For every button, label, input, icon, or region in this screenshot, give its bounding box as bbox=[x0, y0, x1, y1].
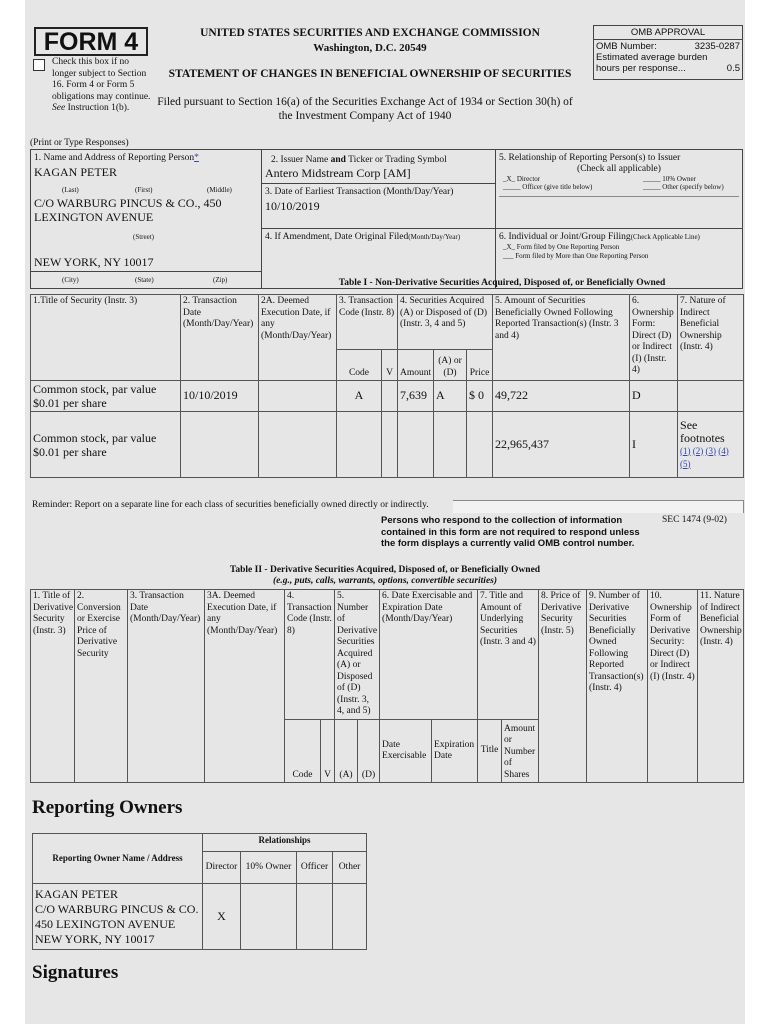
t1-header-date: 2. Transaction Date (Month/Day/Year) bbox=[181, 295, 259, 381]
signatures-heading: Signatures bbox=[32, 962, 119, 983]
t1-sub-code: Code bbox=[337, 350, 382, 381]
footnote-4-link[interactable]: (4) bbox=[718, 445, 729, 456]
sec-form-code: SEC 1474 (9-02) bbox=[662, 515, 727, 525]
t1-header-title: 1.Title of Security (Instr. 3) bbox=[31, 295, 181, 381]
t2-header-code: 4. Transaction Code (Instr. 8) bbox=[285, 590, 335, 720]
box2-label: 2. Issuer Name and Ticker or Trading Symbol bbox=[271, 155, 447, 165]
nature-cell: See footnotes (1) (2) (3) (4) (5) bbox=[678, 412, 744, 478]
table-row bbox=[33, 884, 367, 950]
footnote-1-link[interactable]: (1) bbox=[680, 445, 691, 456]
t2-header-title: 1. Title of Derivative Security (Instr. 3) bbox=[31, 590, 75, 783]
agency-location: Washington, D.C. 20549 bbox=[313, 42, 427, 54]
reporting-owners-table bbox=[32, 833, 367, 950]
t2-header-form: 10. Ownership Form of Derivative Security: Direct (D) or Indirect (I) (Instr. 4) bbox=[648, 590, 698, 783]
t1-header-nature: 7. Nature of Indirect Beneficial Ownership (Instr. 4) bbox=[678, 295, 744, 381]
zip-label: (Zip) bbox=[213, 276, 228, 284]
officer-header: Officer bbox=[297, 852, 333, 884]
t2-sub-expiration: Expiration Date bbox=[432, 720, 478, 783]
t2-sub-code: Code bbox=[285, 720, 321, 783]
table-row: Common stock, par value $0.01 per share 10/10/2019 A 7,639 A $ 0 49,722 D bbox=[31, 381, 744, 412]
print-type-note: (Print or Type Responses) bbox=[30, 138, 129, 148]
t2-sub-amount: Amount or Number of Shares bbox=[502, 720, 539, 783]
city-label: (City) bbox=[62, 276, 79, 284]
director-mark: X bbox=[203, 884, 241, 950]
reporting-person-name: KAGAN PETER bbox=[34, 165, 117, 179]
first-label: (First) bbox=[135, 186, 153, 194]
t1-sub-price: Price bbox=[467, 350, 493, 381]
t2-header-date: 3. Transaction Date (Month/Day/Year) bbox=[128, 590, 205, 783]
t2-sub-title: Title bbox=[478, 720, 502, 783]
officer-option: _____ Officer (give title below) bbox=[503, 183, 593, 191]
t1-sub-amount: Amount bbox=[398, 350, 434, 381]
t1-header-code: 3. Transaction Code (Instr. 8) bbox=[337, 295, 398, 350]
omb-approval-box bbox=[593, 25, 743, 80]
box5-sub: (Check all applicable) bbox=[577, 164, 661, 174]
filed-pursuant-line2: the Investment Company Act of 1940 bbox=[278, 110, 452, 122]
ten-pct-owner-option: _____ 10% Owner bbox=[643, 175, 696, 183]
t2-header-nature: 11. Nature of Indirect Beneficial Ownership (Instr. 4) bbox=[698, 590, 744, 783]
table2-subtitle: (e.g., puts, calls, warrants, options, convertible securities) bbox=[272, 576, 498, 586]
street-label: (Street) bbox=[133, 233, 154, 241]
t2-header-price: 8. Price of Derivative Security (Instr. 5) bbox=[539, 590, 587, 783]
issuer-name: Antero Midstream Corp [AM] bbox=[265, 166, 411, 180]
address-line2: LEXINGTON AVENUE bbox=[34, 210, 154, 224]
earliest-transaction-date: 10/10/2019 bbox=[265, 199, 320, 213]
form-title: FORM 4 bbox=[34, 27, 148, 56]
t1-header-owned: 5. Amount of Securities Beneficially Owned Following Reported Transaction(s) (Instr. 3 and 4) bbox=[493, 295, 630, 381]
table1-title: Table I - Non-Derivative Securities Acquired, Disposed of, or Beneficially Owned bbox=[338, 278, 666, 288]
middle-label: (Middle) bbox=[207, 186, 232, 194]
table-row: Common stock, par value $0.01 per share 22,965,437 I See footnotes (1) (2) (3) (4) (5) bbox=[31, 412, 744, 478]
table2-derivative bbox=[30, 589, 744, 783]
state-label: (State) bbox=[135, 276, 154, 284]
t1-header-acquired: 4. Securities Acquired (A) or Disposed of (D) (Instr. 3, 4 and 5) bbox=[398, 295, 493, 350]
filing-option-one: _X_ Form filed by One Reporting Person bbox=[503, 243, 620, 251]
t2-sub-d: (D) bbox=[358, 720, 380, 783]
table2-title: Table II - Derivative Securities Acquired, Disposed of, or Beneficially Owned bbox=[229, 565, 541, 575]
persons-notice: Persons who respond to the collection of information contained in this form are not required to respond unless the form displays a currently valid OMB control number. bbox=[381, 515, 640, 549]
asterisk-link[interactable]: * bbox=[194, 153, 199, 163]
t1-header-form: 6. Ownership Form: Direct (D) or Indirect (I) (Instr. 4) bbox=[630, 295, 678, 381]
no-longer-subject-checkbox[interactable] bbox=[33, 59, 45, 71]
omb-title: OMB APPROVAL bbox=[594, 26, 742, 40]
t1-sub-aord: (A) or (D) bbox=[434, 350, 467, 381]
t2-header-conversion: 2. Conversion or Exercise Price of Derivative Security bbox=[75, 590, 128, 783]
form-page bbox=[25, 0, 745, 1024]
box1-label: 1. Name and Address of Reporting Person* bbox=[34, 153, 199, 163]
last-label: (Last) bbox=[62, 186, 79, 194]
city-state-zip: NEW YORK, NY 10017 bbox=[34, 255, 154, 269]
agency-name: UNITED STATES SECURITIES AND EXCHANGE COMMISSION bbox=[200, 27, 540, 39]
t2-sub-a: (A) bbox=[335, 720, 358, 783]
box5-label: 5. Relationship of Reporting Person(s) to Issuer bbox=[499, 153, 681, 163]
statement-title: STATEMENT OF CHANGES IN BENEFICIAL OWNERSHIP OF SECURITIES bbox=[168, 68, 572, 80]
t2-header-deemed: 3A. Deemed Execution Date, if any (Month/Day/Year) bbox=[205, 590, 285, 783]
director-header: Director bbox=[203, 852, 241, 884]
footnote-5-link[interactable]: (5) bbox=[680, 458, 691, 469]
filed-pursuant-line1: Filed pursuant to Section 16(a) of the Securities Exchange Act of 1934 or Section 30(h) of bbox=[157, 96, 573, 108]
reminder-text: Reminder: Report on a separate line for each class of securities beneficially owned directly or indirectly. bbox=[32, 500, 429, 510]
checkbox-description: Check this box if no longer subject to Section 16. Form 4 or Form 5 obligations may continue. See Instruction 1(b). bbox=[52, 57, 151, 113]
t1-header-deemed: 2A. Deemed Execution Date, if any (Month/Day/Year) bbox=[259, 295, 337, 381]
t2-header-number-owned: 9. Number of Derivative Securities Beneficially Owned Following Reported Transaction(s) (Instr. 4) bbox=[587, 590, 648, 783]
box3-label: 3. Date of Earliest Transaction (Month/Day/Year) bbox=[265, 187, 454, 197]
t2-header-underlying: 7. Title and Amount of Underlying Securities (Instr. 3 and 4) bbox=[478, 590, 539, 720]
t2-header-exercisable: 6. Date Exercisable and Expiration Date (Month/Day/Year) bbox=[380, 590, 478, 720]
address-line1: C/O WARBURG PINCUS & CO., 450 bbox=[34, 196, 222, 210]
other-option: _____ Other (specify below) bbox=[643, 183, 724, 191]
ten-pct-header: 10% Owner bbox=[241, 852, 297, 884]
relationships-header: Relationships bbox=[203, 834, 367, 852]
owner-name-address: KAGAN PETER C/O WARBURG PINCUS & CO. 450 LEXINGTON AVENUE NEW YORK, NY 10017 bbox=[33, 884, 203, 950]
omb-burden: Estimated average burden bbox=[596, 52, 708, 63]
omb-number: OMB Number: 3235-0287 bbox=[596, 41, 740, 52]
t2-sub-date-exercisable: Date Exercisable bbox=[380, 720, 432, 783]
footnote-2-link[interactable]: (2) bbox=[692, 445, 704, 456]
reporting-owners-heading: Reporting Owners bbox=[32, 797, 183, 818]
director-option: _X_ Director bbox=[503, 175, 541, 183]
omb-hours: hours per response... 0.5 bbox=[596, 63, 740, 74]
other-header: Other bbox=[333, 852, 367, 884]
t2-sub-v: V bbox=[321, 720, 335, 783]
owner-name-header: Reporting Owner Name / Address bbox=[33, 834, 203, 884]
t1-sub-v: V bbox=[382, 350, 398, 381]
t2-header-number: 5. Number of Derivative Securities Acquired (A) or Disposed of (D) (Instr. 3, 4, and 5) bbox=[335, 590, 380, 720]
table1-non-derivative bbox=[30, 294, 744, 478]
box6-label: 6. Individual or Joint/Group Filing(Check Applicable Line) bbox=[499, 232, 700, 242]
filing-option-more: ___ Form filed by More than One Reporting Person bbox=[503, 252, 649, 260]
box4-label: 4. If Amendment, Date Original Filed(Month/Day/Year) bbox=[265, 232, 461, 242]
footnote-3-link[interactable]: (3) bbox=[705, 445, 717, 456]
